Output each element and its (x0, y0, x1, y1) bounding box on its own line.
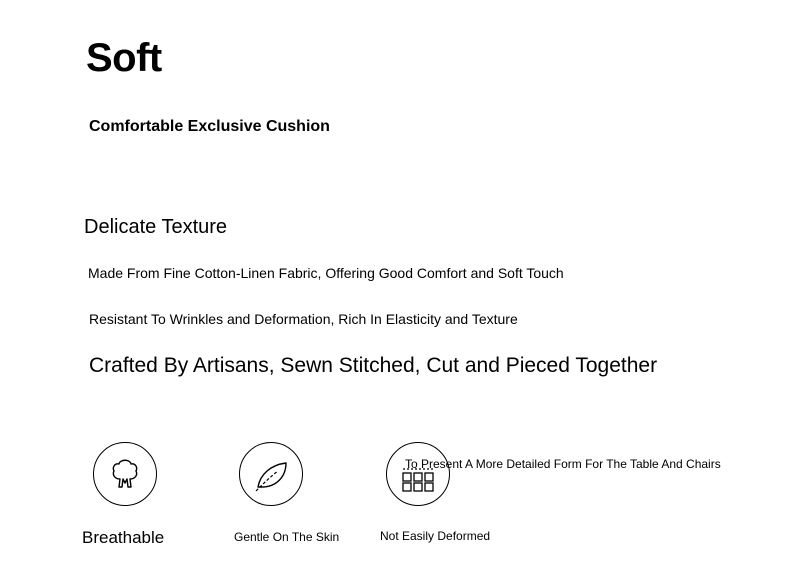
page-subtitle: Comfortable Exclusive Cushion (89, 118, 330, 135)
page-title: Soft (86, 36, 162, 80)
feature-line-fabric: Made From Fine Cotton-Linen Fabric, Offering Good Comfort and Soft Touch (88, 265, 564, 281)
feature-label-gentle: Gentle On The Skin (234, 530, 340, 544)
gentle-badge (239, 442, 303, 506)
feature-label-breathable: Breathable (82, 528, 165, 547)
section-tagline: Crafted By Artisans, Sewn Stitched, Cut and Pieced Together (89, 354, 658, 377)
feature-line-resistance: Resistant To Wrinkles and Deformation, Rich In Elasticity and Texture (89, 311, 518, 327)
feature-label-deformed: Not Easily Deformed (380, 529, 491, 543)
deform-badge (386, 442, 450, 506)
grid-icon (387, 443, 449, 505)
breathable-badge (93, 442, 157, 506)
tree-icon (94, 443, 156, 505)
section-heading: Delicate Texture (84, 216, 228, 238)
feature-note: To Present A More Detailed Form For The Table And Chairs (405, 457, 721, 471)
leaf-icon (240, 443, 302, 505)
